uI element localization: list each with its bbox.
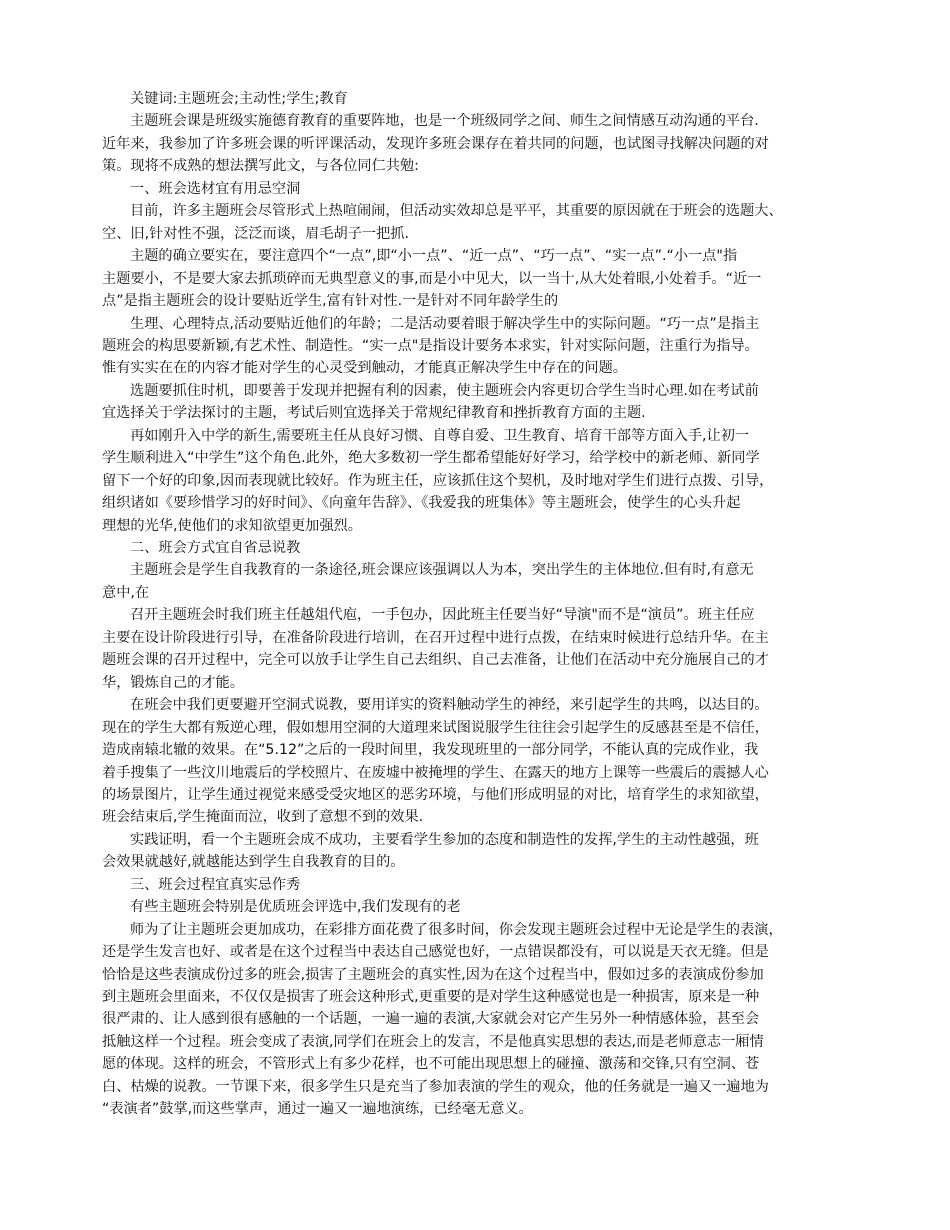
text-line: 组织诸如《要珍惜学习的好时间》、《向童年告辞》、《我爱我的班集体》等主题班会，使学生的心头升起	[102, 495, 741, 512]
text-line: 学生顺利进入“中学生”这个角色.此外，绝大多数初一学生都希望能好好学习，给学校中的新老师、新同学	[102, 450, 760, 467]
text-line: 三、班会过程宜真实忌作秀	[130, 876, 301, 893]
text-line: 主题要小，不是要大家去抓琐碎而无典型意义的事,而是小中见大，以一当十,从大处着眼,小处着手。“近一	[102, 270, 762, 287]
text-line: 主要在设计阶段进行引导，在准备阶段进行培训，在召开过程中进行点拨，在结束时候进行总结升华。在主	[102, 629, 769, 646]
text-line: 关键词:主题班会;主动性;学生;教育	[130, 91, 348, 107]
text-line: 着手搜集了一些汶川地震后的学校照片、在废墟中被掩埋的学生、在露天的地方上课等一些震后的震撼人心	[102, 764, 769, 781]
text-line: 有些主题班会特别是优质班会评选中,我们发现有的老	[130, 899, 461, 916]
text-line: 会效果就越好,就越能达到学生自我教育的目的。	[102, 854, 405, 871]
text-line: 生理、心理特点,活动要贴近他们的年龄；二是活动要着眼于解决学生中的实际问题。“巧一点”是指主	[130, 315, 760, 332]
text-line: 一、班会选材宜有用忌空洞	[130, 180, 301, 197]
text-line: 选题要抓住时机，即要善于发现并把握有利的因素，使主题班会内容更切合学生当时心理.如在考试前	[130, 382, 759, 399]
text-line: 很严肃的、让人感到很有感触的一个话题，一遍一遍的表演,大家就会对它产生另外一种情感体验，甚至会	[102, 1011, 760, 1028]
text-line: 宜选择关于学法探讨的主题，考试后则宜选择关于常规纪律教育和挫折教育方面的主题.	[102, 405, 646, 422]
text-line: 召开主题班会时我们班主任越俎代庖，一手包办，因此班主任要当好“导演"而不是“演员”。班主任应	[130, 607, 755, 624]
text-line: 题班会的构思要新颖,有艺术性、制造性。“实一点"是指设计要务本求实，针对实际问题，注重行为指导。	[102, 337, 759, 354]
text-line: 主题班会课是班级实施德育教育的重要阵地，也是一个班级同学之间、师生之间情感互动沟通的平台.	[130, 113, 759, 130]
text-line: 华，锻炼自己的才能。	[102, 674, 244, 691]
text-line: 实践证明，看一个主题班会成不成功，主要看学生参加的态度和制造性的发挥,学生的主动性越强，班	[130, 831, 759, 848]
text-line: 白、枯燥的说教。一节课下来，很多学生只是充当了参加表演的学生的观众，他的任务就是一遍又一遍地为	[102, 1078, 769, 1095]
text-line: “表演者”鼓掌,而这些掌声，通过一遍又一遍地演练，已经毫无意义。	[102, 1101, 533, 1118]
text-line: 的场景图片，让学生通过视觉来感受受灾地区的恶劣环境，与他们形成明显的对比，培育学生的求知欲望，	[102, 786, 769, 803]
text-line: 造成南辕北辙的效果。在“5.12”之后的一段时间里，我发现班里的一部分同学，不能认真的完成作业，我	[102, 742, 759, 759]
text-line: 留下一个好的印象,因而表现就比较好。作为班主任，应该抓住这个契机，及时地对学生们进行点拨、引导，	[102, 472, 774, 489]
text-line: 点”是指主题班会的设计要贴近学生,富有针对性.一是针对不同年龄学生的	[102, 293, 559, 310]
text-line: 班会结束后,学生掩面而泣，收到了意想不到的效果.	[102, 809, 424, 826]
text-line: 策。现将不成熟的想法撰写此文，与各位同仁共勉:	[102, 158, 419, 175]
text-line: 还是学生发言也好、或者是在这个过程当中表达自己感觉也好，一点错误都没有，可以说是天衣无缝。但是	[102, 944, 769, 961]
text-line: 现在的学生大都有叛逆心理，假如想用空洞的大道理来试图说服学生往往会引起学生的反感甚至是不信任，	[102, 719, 769, 736]
text-line: 抵触这样一个过程。班会变成了表演,同学们在班会上的发言，不是他真实思想的表达,而是老师意志一厢情	[102, 1033, 764, 1050]
text-line: 恰恰是这些表演成份过多的班会,损害了主题班会的真实性,因为在这个过程当中，假如过多的表演成份参加	[102, 966, 764, 983]
text-line: 惟有实实在在的内容才能对学生的心灵受到触动，才能真正解决学生中存在的问题。	[102, 360, 627, 377]
text-line: 愿的体现。这样的班会，不管形式上有多少花样，也不可能出现思想上的碰撞、激荡和交锋,只有空洞、苍	[102, 1056, 760, 1073]
text-line: 题班会课的召开过程中，完全可以放手让学生自己去组织、自己去准备，让他们在活动中充分施展自己的才	[102, 652, 769, 669]
text-line: 意中,在	[102, 584, 150, 601]
text-line: 主题班会是学生自我教育的一条途径,班会课应该强调以人为本，突出学生的主体地位.但有时,有意无	[130, 562, 754, 579]
text-line: 师为了让主题班会更加成功，在彩排方面花费了很多时间，你会发现主题班会过程中无论是学生的表演，	[130, 921, 783, 938]
text-line: 再如刚升入中学的新生,需要班主任从良好习惯、自尊自爱、卫生教育、培育干部等方面入手,让初一	[130, 427, 750, 444]
text-line: 到主题班会里面来，不仅仅是损害了班会这种形式,更重要的是对学生这种感觉也是一种损害，原来是一种	[102, 989, 760, 1005]
text-line: 主题的确立要实在，要注意四个“一点”,即“小一点”、“近一点”、“巧一点”、“实一点”.“小一点"指	[130, 248, 738, 265]
text-line: 二、班会方式宜自省忌说教	[130, 540, 301, 556]
text-line: 近年来，我参加了许多班会课的听评课活动，发现许多班会课存在着共同的问题，也试图寻找解决问题的对	[102, 135, 769, 152]
text-line: 目前，许多主题班会尽管形式上热喧闹闹，但活动实效却总是平平，其重要的原因就在于班会的选题大、	[130, 203, 783, 220]
text-line: 理想的光华,使他们的求知欲望更加强烈。	[102, 517, 362, 534]
text-line: 在班会中我们更要避开空洞式说教，要用详实的资料触动学生的神经，来引起学生的共鸣，以达目的。	[130, 697, 769, 714]
text-line: 空、旧,针对性不强，泛泛而谈，眉毛胡子一把抓.	[102, 225, 409, 242]
